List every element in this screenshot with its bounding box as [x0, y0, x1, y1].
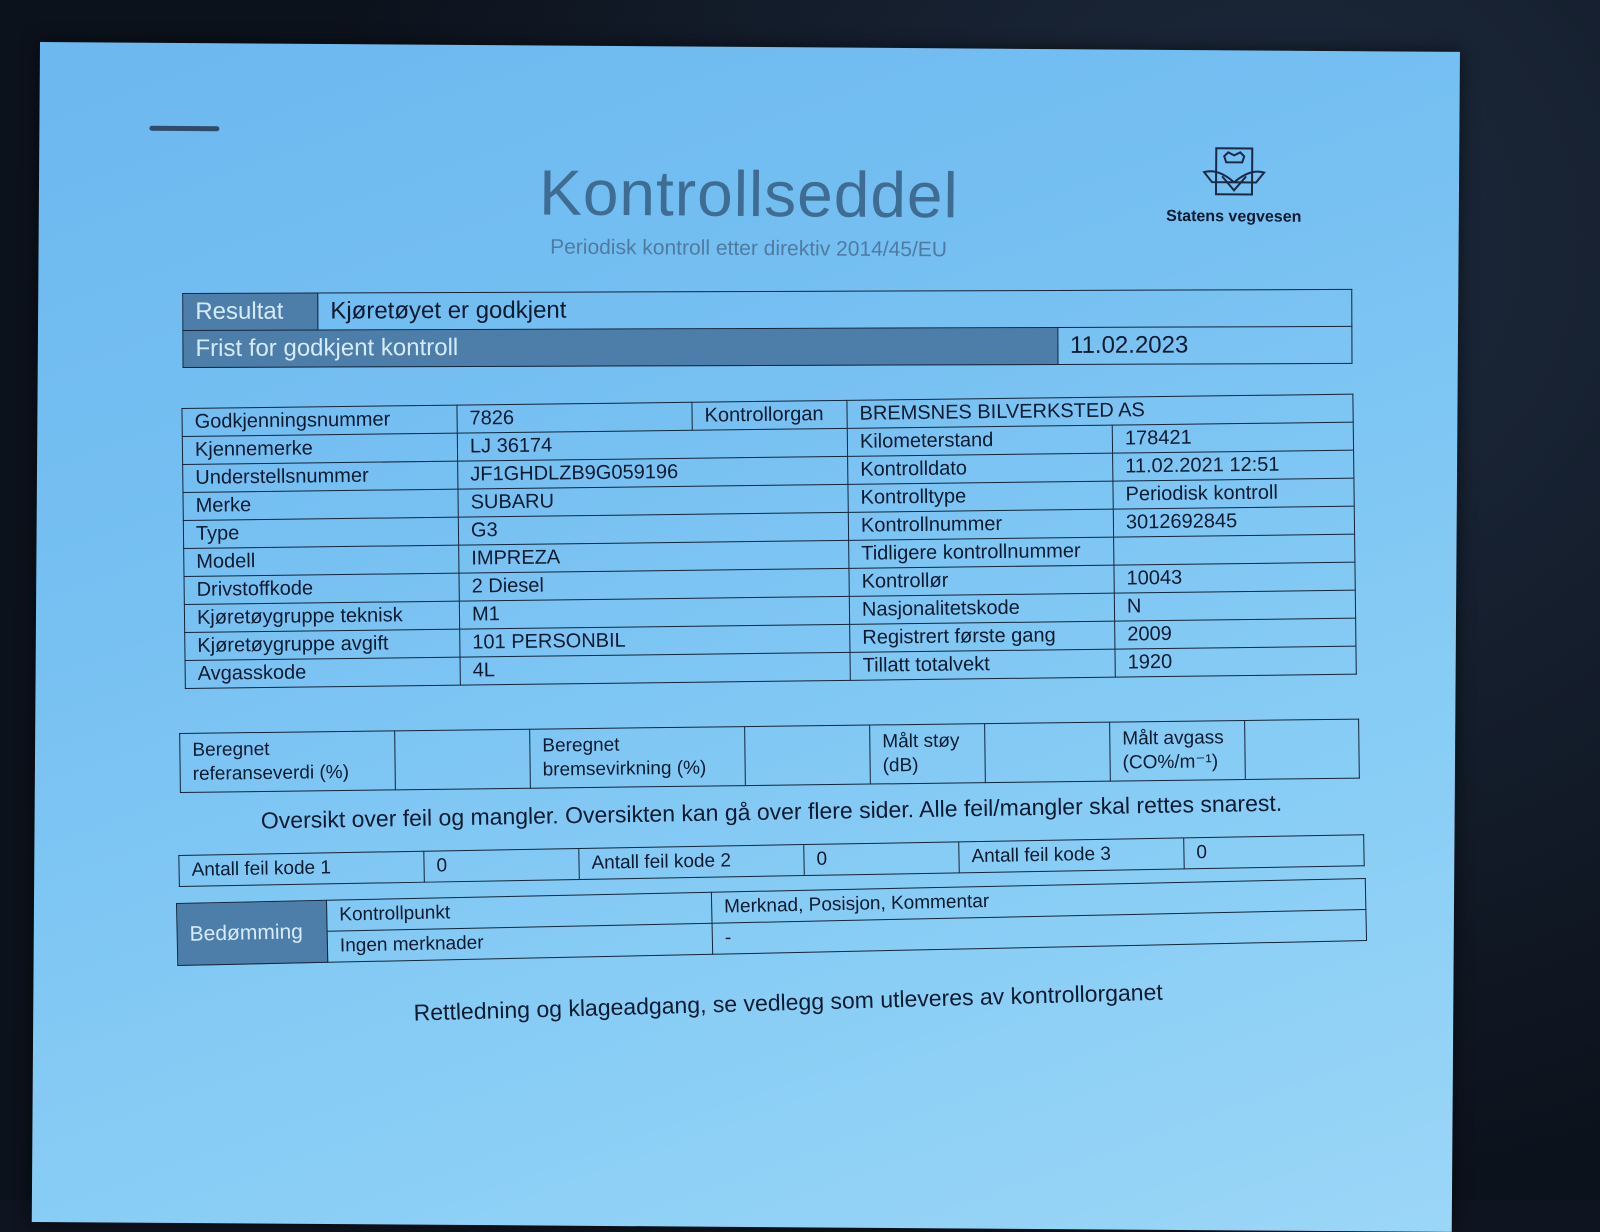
agency-logo	[1159, 146, 1310, 227]
document-title: Kontrollseddel	[538, 156, 959, 232]
vehicle-label: Understellsnummer	[183, 461, 458, 492]
vehicle-value: 7826	[457, 402, 692, 433]
result-value: Kjøretøyet er godkjent	[318, 289, 1352, 330]
inspector-org-label: Kontrollorgan	[692, 400, 847, 430]
vehicle-label: Kjøretøygruppe avgift	[185, 629, 460, 660]
checkpoint-value: Ingen merknader	[327, 923, 713, 962]
inspection-label: Tillatt totalvekt	[850, 649, 1115, 680]
fault-value: 0	[424, 848, 580, 882]
fault-value: 0	[804, 842, 960, 876]
noise-value	[985, 722, 1111, 783]
inspection-label: Kontrollør	[849, 565, 1114, 596]
reference-value	[395, 729, 531, 790]
vehicle-value: G3	[458, 512, 848, 545]
assessment-table	[176, 878, 1367, 966]
checkpoint-header: Kontrollpunkt	[326, 892, 712, 931]
vehicle-data-table	[181, 394, 1356, 689]
inspection-value: 2009	[1115, 618, 1356, 649]
vehicle-label: Type	[183, 517, 458, 548]
fault-label: Antall feil kode 3	[959, 838, 1185, 873]
footer-text: Rettledning og klageadgang, se vedlegg som utleveres av kontrollorganet	[413, 978, 1164, 1026]
inspection-label: Tidligere kontrollnummer	[849, 537, 1114, 568]
table-row	[183, 326, 1352, 367]
vehicle-label: Avgasskode	[185, 657, 460, 688]
deadline-label: Frist for godkjent kontroll	[183, 327, 1058, 367]
vehicle-value: 101 PERSONBIL	[460, 624, 850, 657]
comment-header: Merknad, Posisjon, Kommentar	[711, 879, 1366, 924]
vehicle-label: Drivstoffkode	[184, 573, 459, 604]
vehicle-value: LJ 36174	[457, 428, 847, 461]
vehicle-label: Kjennemerke	[182, 433, 457, 464]
inspection-value: 11.02.2021 12:51	[1113, 450, 1354, 481]
vehicle-label: Merke	[183, 489, 458, 520]
inspection-value: 3012692845	[1113, 506, 1354, 537]
comment-value: -	[712, 910, 1367, 955]
fault-value: 0	[1184, 835, 1365, 869]
inspection-value: N	[1114, 590, 1355, 621]
vehicle-value: JF1GHDLZB9G059196	[458, 456, 848, 489]
inspection-label: Kontrolltype	[848, 481, 1113, 512]
inspection-value: Periodisk kontroll	[1113, 478, 1354, 509]
table-row	[179, 835, 1364, 887]
table-row	[183, 289, 1352, 330]
inspection-label: Kontrollnummer	[848, 509, 1113, 540]
vehicle-value: M1	[459, 596, 849, 629]
fault-label: Antall feil kode 1	[179, 851, 425, 886]
inspection-label: Registrert første gang	[850, 621, 1115, 652]
fault-label: Antall feil kode 2	[579, 845, 805, 880]
staple-mark	[149, 126, 219, 131]
fault-count-table	[178, 834, 1364, 887]
vehicle-label: Modell	[184, 545, 459, 576]
inspection-label: Kilometerstand	[847, 425, 1112, 456]
brake-value	[745, 725, 871, 786]
inspection-label: Kontrolldato	[848, 453, 1113, 484]
vehicle-value: 4L	[460, 652, 850, 685]
brake-label: Beregnet bremsevirkning (%)	[530, 727, 746, 789]
reference-label: Beregnet referanseverdi (%)	[180, 731, 396, 793]
agency-name: Statens vegvesen	[1166, 207, 1302, 226]
table-row	[180, 719, 1360, 792]
fault-overview-text: Oversikt over feil og mangler. Oversikten kan gå over flere sider. Alle feil/mangler skal rettes snarest.	[260, 789, 1283, 834]
inspection-label: Nasjonalitetskode	[849, 593, 1114, 624]
inspection-value: 1920	[1115, 646, 1356, 677]
inspection-value	[1114, 534, 1355, 565]
exhaust-value	[1245, 719, 1360, 779]
inspection-value: 10043	[1114, 562, 1355, 593]
vehicle-value: IMPREZA	[459, 540, 849, 573]
assessment-label: Bedømming	[177, 900, 328, 965]
inspector-org-value: BREMSNES BILVERKSTED AS	[847, 394, 1353, 428]
result-table	[182, 289, 1352, 368]
vehicle-label: Godkjenningsnummer	[182, 405, 457, 436]
exhaust-label: Målt avgass (CO%/m⁻¹)	[1110, 720, 1246, 781]
measurement-table	[179, 719, 1360, 793]
deadline-value: 11.02.2023	[1057, 326, 1352, 364]
inspection-value: 178421	[1112, 422, 1353, 453]
statens-vegvesen-crest-icon	[1202, 146, 1266, 202]
document-subtitle: Periodisk kontroll etter direktiv 2014/45/EU	[550, 235, 948, 262]
result-label: Resultat	[183, 293, 318, 330]
document-page	[32, 42, 1460, 1232]
noise-label: Målt støy (dB)	[870, 724, 986, 784]
vehicle-value: SUBARU	[458, 484, 848, 517]
vehicle-label: Kjøretøygruppe teknisk	[184, 601, 459, 632]
vehicle-value: 2 Diesel	[459, 568, 849, 601]
